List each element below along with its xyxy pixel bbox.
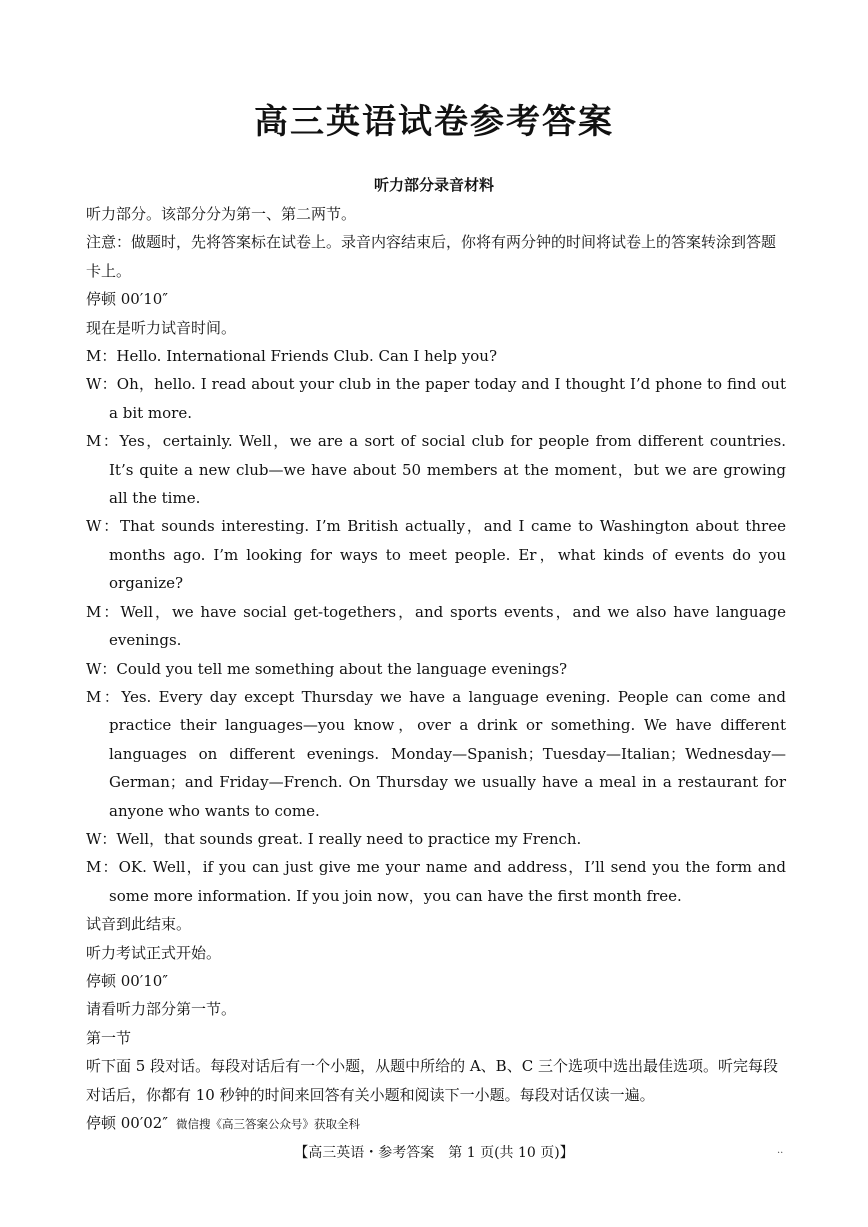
intro-paragraph: 听力部分。该部分分为第一、第二两节。 xyxy=(86,205,357,223)
pause-line: 停顿 00′10″ xyxy=(86,971,168,990)
document-body xyxy=(86,200,786,1138)
dialogue-line: M：Yes. Every day except Thursday we have a language evening. People can come and practice their languages—you know，over a drink or something. We have different languages on different evenings. Monday—Spanish；Tuesday—Italian；Wednesday—German；and Friday—French. On Thursday we usually have a meal in a restaurant for anyone who wants to come. xyxy=(86,687,786,820)
instruction-line: 试音到此结束。 xyxy=(86,915,192,934)
dialogue-line: W：That sounds interesting. I’m British actually，and I came to Washington about three months ago. I’m looking for ways to meet people. Er，what kinds of events do you organize? xyxy=(86,517,786,593)
instruction-paragraph: 听下面 5 段对话。每段对话后有一个小题，从题中所给的 A、B、C 三个选项中选出最佳选项。听完每段对话后，你都有 10 秒钟的时间来回答有关小题和阅读下一小题。每段对话仅读一遍。 xyxy=(86,1057,778,1104)
intro-paragraph: 注意：做题时，先将答案标在试卷上。录音内容结束后，你将有两分钟的时间将试卷上的答案转涂到答题卡上。 xyxy=(86,233,777,280)
pause-text: 停顿 00′02″ xyxy=(86,1114,168,1132)
page-footer: 【高三英语・参考答案 第 1 页(共 10 页)】 xyxy=(294,1145,574,1161)
dialogue-line: M：Well，we have social get-togethers，and sports events，and we also have language evenings. xyxy=(86,602,786,650)
section-subtitle: 听力部分录音材料 xyxy=(373,176,494,194)
dialogue-line: W：Well，that sounds great. I really need to practice my French. xyxy=(86,829,582,848)
section-heading: 第一节 xyxy=(86,1028,132,1047)
dialogue-line: M：Hello. International Friends Club. Can I help you? xyxy=(86,347,498,366)
dialogue-line: W：Could you tell me something about the language evenings? xyxy=(86,659,568,678)
instruction-line: 请看听力部分第一节。 xyxy=(86,1000,237,1019)
corner-mark: ·· xyxy=(777,1148,784,1159)
dialogue-line: M：Yes，certainly. Well，we are a sort of social club for people from different countries. It’s quite a new club—we have about 50 members at the moment，but we are growing all the time. xyxy=(86,432,786,508)
dialogue-line: W：Oh，hello. I read about your club in the paper today and I thought I’d phone to find out a bit more. xyxy=(86,375,786,422)
page-title: 高三英语试卷参考答案 xyxy=(254,102,614,142)
pause-line: 停顿 00′10″ xyxy=(86,290,168,309)
instruction-line: 听力考试正式开始。 xyxy=(86,943,222,962)
intro-paragraph: 现在是听力试音时间。 xyxy=(86,318,237,337)
promo-note: 微信搜《高三答案公众号》获取全科 xyxy=(175,1117,360,1131)
dialogue-line: M：OK. Well，if you can just give me your name and address，I’ll send you the form and some more information. If you join now，you can have the first month free. xyxy=(86,858,786,905)
pause-line xyxy=(86,1109,786,1138)
